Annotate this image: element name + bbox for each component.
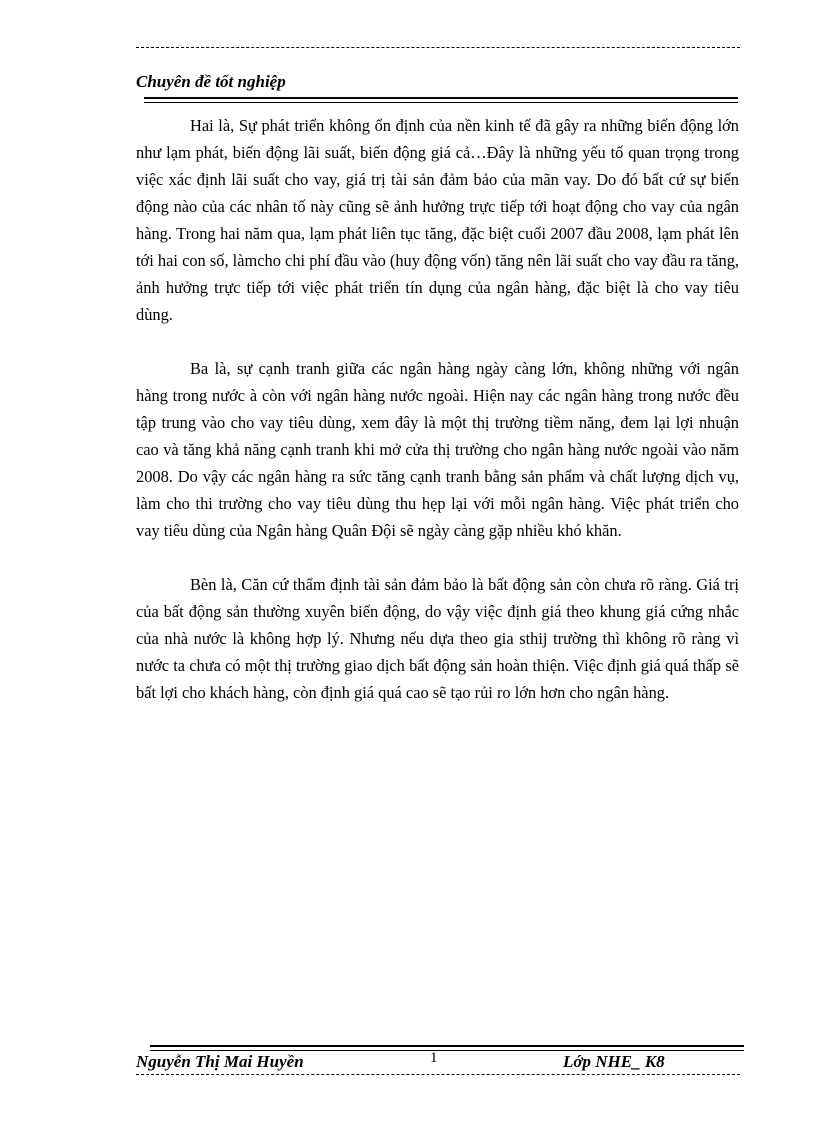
paragraph-3: Bèn là, Căn cứ thẩm định tài sản đảm bảo là bất động sản còn chưa rõ ràng. Giá trị của bất động sản thường xuyên biến động, do vậy việc định giá theo khung giá cứng nhắc của nhà nước là không hợp lý. Nhưng nếu dựa theo gia sthij trường thì không rõ ràng vì nước ta chưa có một thị trường giao dịch bất động sản hoàn thiện. Việc định giá quá thấp sẽ bất lợi cho khách hàng, còn định giá quá cao sẽ tạo rủi ro lớn hơn cho ngân hàng. (136, 575, 739, 702)
header-double-rule (144, 97, 738, 103)
paragraph-2: Ba là, sự cạnh tranh giữa các ngân hàng ngày càng lớn, không những với ngân hàng trong nước à còn với ngân hàng nước ngoài. Hiện nay các ngân hàng trong nước đều tập trung vào cho vay tiêu dùng, xem đây là một thị trường tiềm năng, đem lại lợi nhuận cao và tăng khả năng cạnh tranh khi mở cửa thị trường cho ngân hàng nước ngoài vào năm 2008. Do vậy các ngân hàng ra sức tăng cạnh tranh bằng sản phẩm và chất lượng dịch vụ, làm cho thi trường cho vay tiêu dùng thu hẹp lại với mỗi ngân hàng. Việc phát triển cho vay tiêu dùng của Ngân hàng Quân Đội sẽ ngày càng gặp nhiều khó khăn. (136, 359, 739, 540)
header-top-dashed-rule (136, 47, 740, 48)
footer-class: Lớp NHE_ K8 (563, 1052, 665, 1071)
footer-bottom-dashed-rule (136, 1074, 740, 1075)
body-text (136, 112, 739, 733)
footer-double-rule (150, 1045, 744, 1051)
page-number: 1 (430, 1050, 438, 1066)
footer-author: Nguyễn Thị Mai Huyền (136, 1052, 304, 1071)
paragraph-1: Hai là, Sự phát triển không ổn định của nền kinh tế đã gây ra những biến động lớn như lạm phát, biến động lãi suất, biến động giá cả…Đây là những yếu tố quan trọng trong việc xác định lãi suất cho vay, giá trị tài sản đảm bảo của mãn vay. Do đó bất cứ sự biến động nào của các nhân tố này cũng sẽ ảnh hưởng trực tiếp tới hoạt động cho vay của ngân hàng. Trong hai năm qua, lạm phát liên tục tăng, đặc biệt cuối 2007 đầu 2008, lạm phát lên tới hai con số, làmcho chi phí đầu vào (huy động vốn) tăng nên lãi suất cho vay đầu ra tăng, ảnh hưởng trực tiếp tới việc phát triển tín dụng của ngân hàng, đặc biệt là cho vay tiêu dùng. (136, 116, 739, 324)
header-title: Chuyên đề tốt nghiệp (136, 72, 286, 91)
